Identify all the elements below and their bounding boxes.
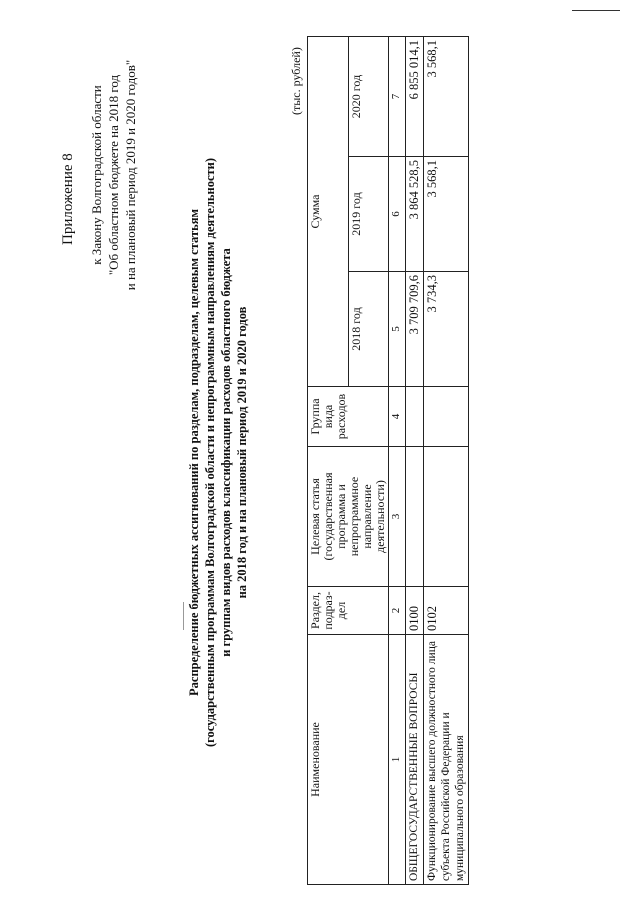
row-group: [424, 387, 469, 447]
title-line: (государственным программам Волгоградской области и непрограммным направлениям деятельности): [203, 157, 217, 748]
row-2018: 3 734,3: [424, 272, 469, 387]
title-line: Распределение бюджетных ассигнований по разделам, подразделам, целевым статьям: [187, 209, 201, 696]
header-2019: 2019 год: [348, 157, 389, 272]
header-sum: Сумма: [308, 37, 349, 387]
row-target: [406, 447, 424, 587]
header-group: Группа вида расходов: [308, 387, 389, 447]
table-row: [424, 37, 469, 885]
row-name: ОБЩЕГОСУДАРСТВЕННЫЕ ВОПРОСЫ: [406, 635, 424, 885]
row-section: 0100: [406, 587, 424, 635]
document-title: [186, 0, 250, 905]
law-reference: [88, 0, 139, 385]
units-label: (тыс. рублей): [289, 47, 303, 115]
column-number: 6: [389, 157, 406, 272]
header-2018: 2018 год: [348, 272, 389, 387]
title-line: и группам видов расходов классификации расходов областного бюджета: [219, 248, 233, 657]
column-number: 7: [389, 37, 406, 157]
column-number: 3: [389, 447, 406, 587]
law-line: к Закону Волгоградской области: [89, 85, 104, 265]
appendix-label: Приложение 8: [60, 153, 76, 245]
header-2020: 2020 год: [348, 37, 389, 157]
header-target: Целевая статья (государственная программа и непрограммное направление деятельности): [308, 447, 389, 587]
row-2020: 6 855 014,1: [406, 37, 424, 157]
table-row: [406, 37, 424, 885]
row-2019: 3 864 528,5: [406, 157, 424, 272]
header-section: Раздел, подраз-дел: [308, 587, 389, 635]
law-line: и на плановый период 2019 и 2020 годов": [123, 59, 138, 291]
row-2018: 3 709 709,6: [406, 272, 424, 387]
row-2019: 3 568,1: [424, 157, 469, 272]
header-name: Наименование: [308, 635, 389, 885]
row-name: Функционирование высшего должностного лица субъекта Российской Федерации и муниципального образования: [424, 635, 469, 885]
column-number-row: [389, 37, 406, 885]
row-target: [424, 447, 469, 587]
header-row: [308, 37, 349, 885]
title-line: на 2018 год и на плановый период 2019 и 2020 годов: [235, 306, 249, 599]
column-number: 4: [389, 387, 406, 447]
column-number: 5: [389, 272, 406, 387]
budget-table: [307, 36, 469, 885]
row-2020: 3 568,1: [424, 37, 469, 157]
law-line: "Об областном бюджете на 2018 год: [106, 74, 121, 276]
column-number: 2: [389, 587, 406, 635]
row-group: [406, 387, 424, 447]
column-number: 1: [389, 635, 406, 885]
row-section: 0102: [424, 587, 469, 635]
